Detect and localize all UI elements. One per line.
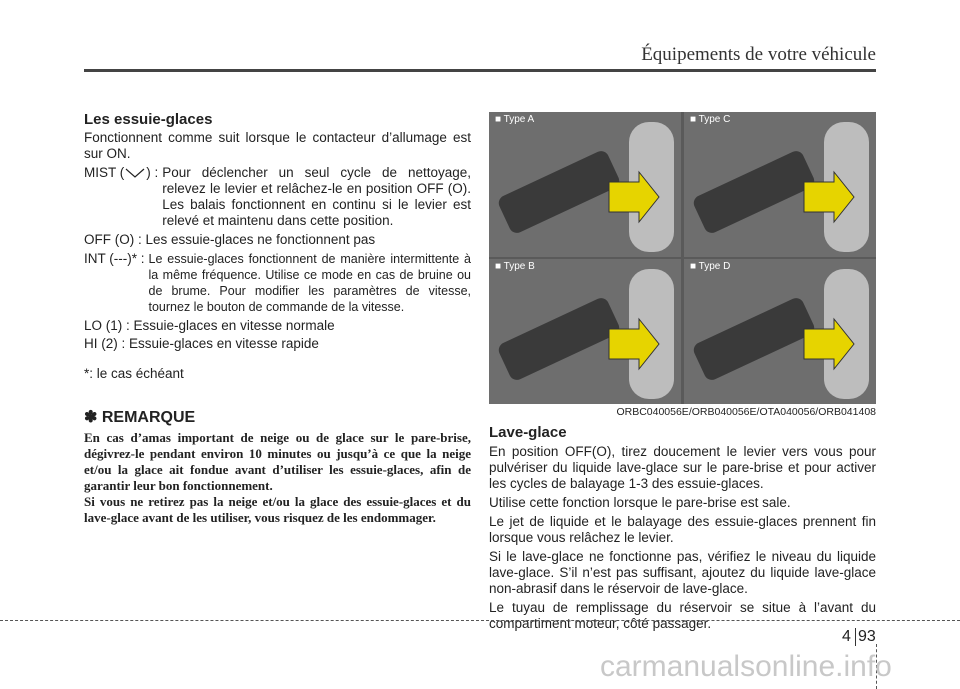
panel-type-b	[489, 259, 681, 404]
note-paragraph-1: En cas d’amas important de neige ou de glace sur le pare-brise, dégivrez-le pendant environ 10 minutes ou jusqu’à ce que la neige et/ou la glace ait fondue avant d’utiliser les essuie-glaces, afin de garantir leur bon fonctionnement.	[84, 430, 471, 493]
mist-row	[84, 165, 471, 229]
note-title: ✽ REMARQUE	[84, 409, 196, 426]
footer-divider	[0, 620, 960, 621]
footnote: *: le cas échéant	[84, 366, 184, 381]
lever-illustration-b	[489, 259, 681, 404]
washer-paragraph-4: Si le lave-glace ne fonctionne pas, vérifiez le niveau du liquide lave-glace. S’il n’est pas suffisant, ajoutez du liquide lave-glace non-abrasif dans le réservoir de lave-glace.	[489, 549, 876, 596]
page-number: 93	[858, 628, 876, 645]
header-rule	[84, 69, 876, 72]
label-type-d: ■ Type D	[690, 261, 731, 272]
mist-desc: Pour déclencher un seul cycle de nettoyage, relevez le levier et relâchez-le en position OFF (O). Les balais fonctionnent en continu si le levier est relevé et maintenu dans cette position.	[162, 165, 471, 228]
washer-paragraph-3: Le jet de liquide et le balayage des essuie-glaces prennent fin lorsque vous relâchez le levier.	[489, 514, 876, 545]
note-paragraph-2: Si vous ne retirez pas la neige et/ou la glace des essuie-glaces et du lave-glace avant de les utiliser, vous risquez de les endommager.	[84, 494, 471, 525]
chapter-number: 4	[842, 628, 851, 645]
right-column	[489, 425, 876, 635]
section-title: Équipements de votre véhicule	[641, 44, 876, 65]
panel-type-c	[684, 112, 876, 257]
label-type-c: ■ Type C	[690, 114, 731, 125]
washer-paragraph-5: Le tuyau de remplissage du réservoir se situe à l’avant du compartiment moteur, côté passager.	[489, 600, 876, 631]
watermark: carmanualsonline.info	[600, 650, 892, 683]
off-line: OFF (O) : Les essuie-glaces ne fonctionnent pas	[84, 232, 376, 247]
left-column	[84, 112, 471, 526]
mist-label-pre: MIST (	[84, 165, 125, 180]
lo-line: LO (1) : Essuie-glaces en vitesse normale	[84, 318, 335, 333]
int-label: INT (---)* :	[84, 251, 145, 266]
lever-illustration-d	[684, 259, 876, 404]
panel-type-d	[684, 259, 876, 404]
lever-illustration-c	[684, 112, 876, 257]
label-type-a: ■ Type A	[495, 114, 535, 125]
int-desc: Le essuie-glaces fonctionnent de manière intermittente à la même fréquence. Utilise ce mode en cas de bruine ou de brume. Pour modifier les paramètres de vitesse, tournez le bouton de commande de la vitesse.	[148, 252, 471, 314]
mist-label	[84, 165, 162, 229]
mist-label-post: ) :	[146, 165, 159, 180]
int-row	[84, 251, 471, 315]
hi-line: HI (2) : Essuie-glaces en vitesse rapide	[84, 336, 319, 351]
wipers-intro: Fonctionnent comme suit lorsque le contacteur d’allumage est sur ON.	[84, 130, 471, 161]
lever-illustration-a	[489, 112, 681, 257]
washer-heading: Lave-glace	[489, 424, 567, 441]
page-number-separator	[855, 628, 856, 646]
wiper-lever-figure	[489, 112, 876, 404]
chevron-down-icon	[124, 168, 146, 178]
wipers-heading: Les essuie-glaces	[84, 111, 213, 128]
panel-type-a	[489, 112, 681, 257]
note-body	[84, 430, 471, 526]
washer-paragraph-1: En position OFF(O), tirez doucement le levier vers vous pour pulvériser du liquide lave-glace sur le pare-brise et pour activer les cycles de balayage 1-3 des essuie-glaces.	[489, 444, 876, 491]
figure-caption: ORBC040056E/ORB040056E/OTA040056/ORB041408	[616, 406, 876, 418]
label-type-b: ■ Type B	[495, 261, 535, 272]
washer-paragraph-2: Utilise cette fonction lorsque le pare-brise est sale.	[489, 495, 791, 510]
